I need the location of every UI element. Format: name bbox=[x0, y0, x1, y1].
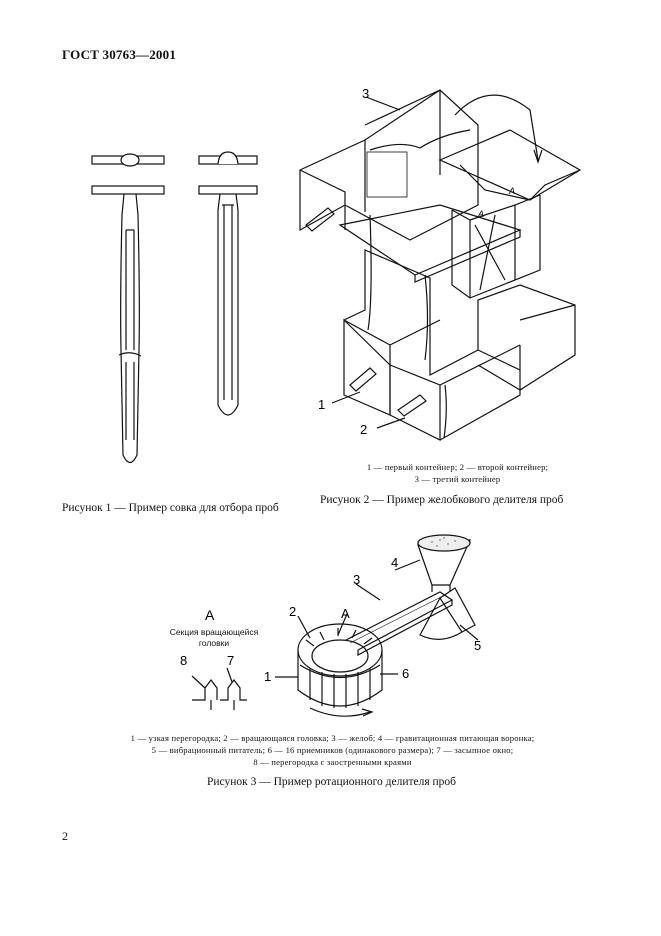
figure3-label-5: 5 bbox=[474, 638, 482, 653]
figure3-section-title-line2: головки bbox=[198, 638, 230, 648]
figure3-label-a: A bbox=[341, 606, 350, 621]
figure3-legend-line3: 8 — перегородка с заостренными краями bbox=[253, 757, 412, 767]
figure3-legend-line2: 5 — вибрационный питатель; 6 — 16 приемников (одинакового размера); 7 — засыпное окно; bbox=[151, 745, 514, 755]
figure2-section-label-a2: A bbox=[478, 209, 485, 219]
figure3-section-title-line1: Секция вращающейся bbox=[169, 627, 259, 637]
figure2-legend-line1: 1 — первый контейнер; 2 — второй контейнер; bbox=[366, 462, 549, 472]
figure3-label-1: 1 bbox=[264, 669, 272, 684]
figure3-label-4: 4 bbox=[391, 555, 399, 570]
figure2-label-3: 3 bbox=[362, 86, 370, 101]
figure2-section-label-a1: A bbox=[509, 186, 516, 196]
figure3-label-6: 6 bbox=[402, 666, 410, 681]
figure2-caption: Рисунок 2 — Пример желобкового делителя проб bbox=[320, 494, 564, 506]
figure2-legend-line2: 3 — третий контейнер bbox=[414, 474, 501, 484]
figure2-label-2: 2 bbox=[360, 422, 368, 437]
figure3-section-title bbox=[159, 627, 269, 649]
figure3-caption: Рисунок 3 — Пример ротационного делителя проб bbox=[207, 776, 457, 788]
figure3-legend-line1: 1 — узкая перегородка; 2 — вращающаяся головка; 3 — желоб; 4 — гравитационная питающая воронка; bbox=[130, 733, 535, 743]
figure2-legend bbox=[325, 461, 590, 485]
figure3-section-letter: A bbox=[205, 607, 215, 623]
figure3-label-3: 3 bbox=[353, 572, 361, 587]
figure3-label-8: 8 bbox=[180, 653, 188, 668]
figure1-caption: Рисунок 1 — Пример совка для отбора проб bbox=[62, 502, 279, 514]
figure3-label-2: 2 bbox=[289, 604, 297, 619]
figure3-legend bbox=[100, 732, 565, 768]
page-number: 2 bbox=[62, 829, 68, 843]
figure2-label-1: 1 bbox=[318, 397, 326, 412]
figure3-label-7: 7 bbox=[227, 653, 235, 668]
document-header: ГОСТ 30763—2001 bbox=[62, 47, 177, 62]
